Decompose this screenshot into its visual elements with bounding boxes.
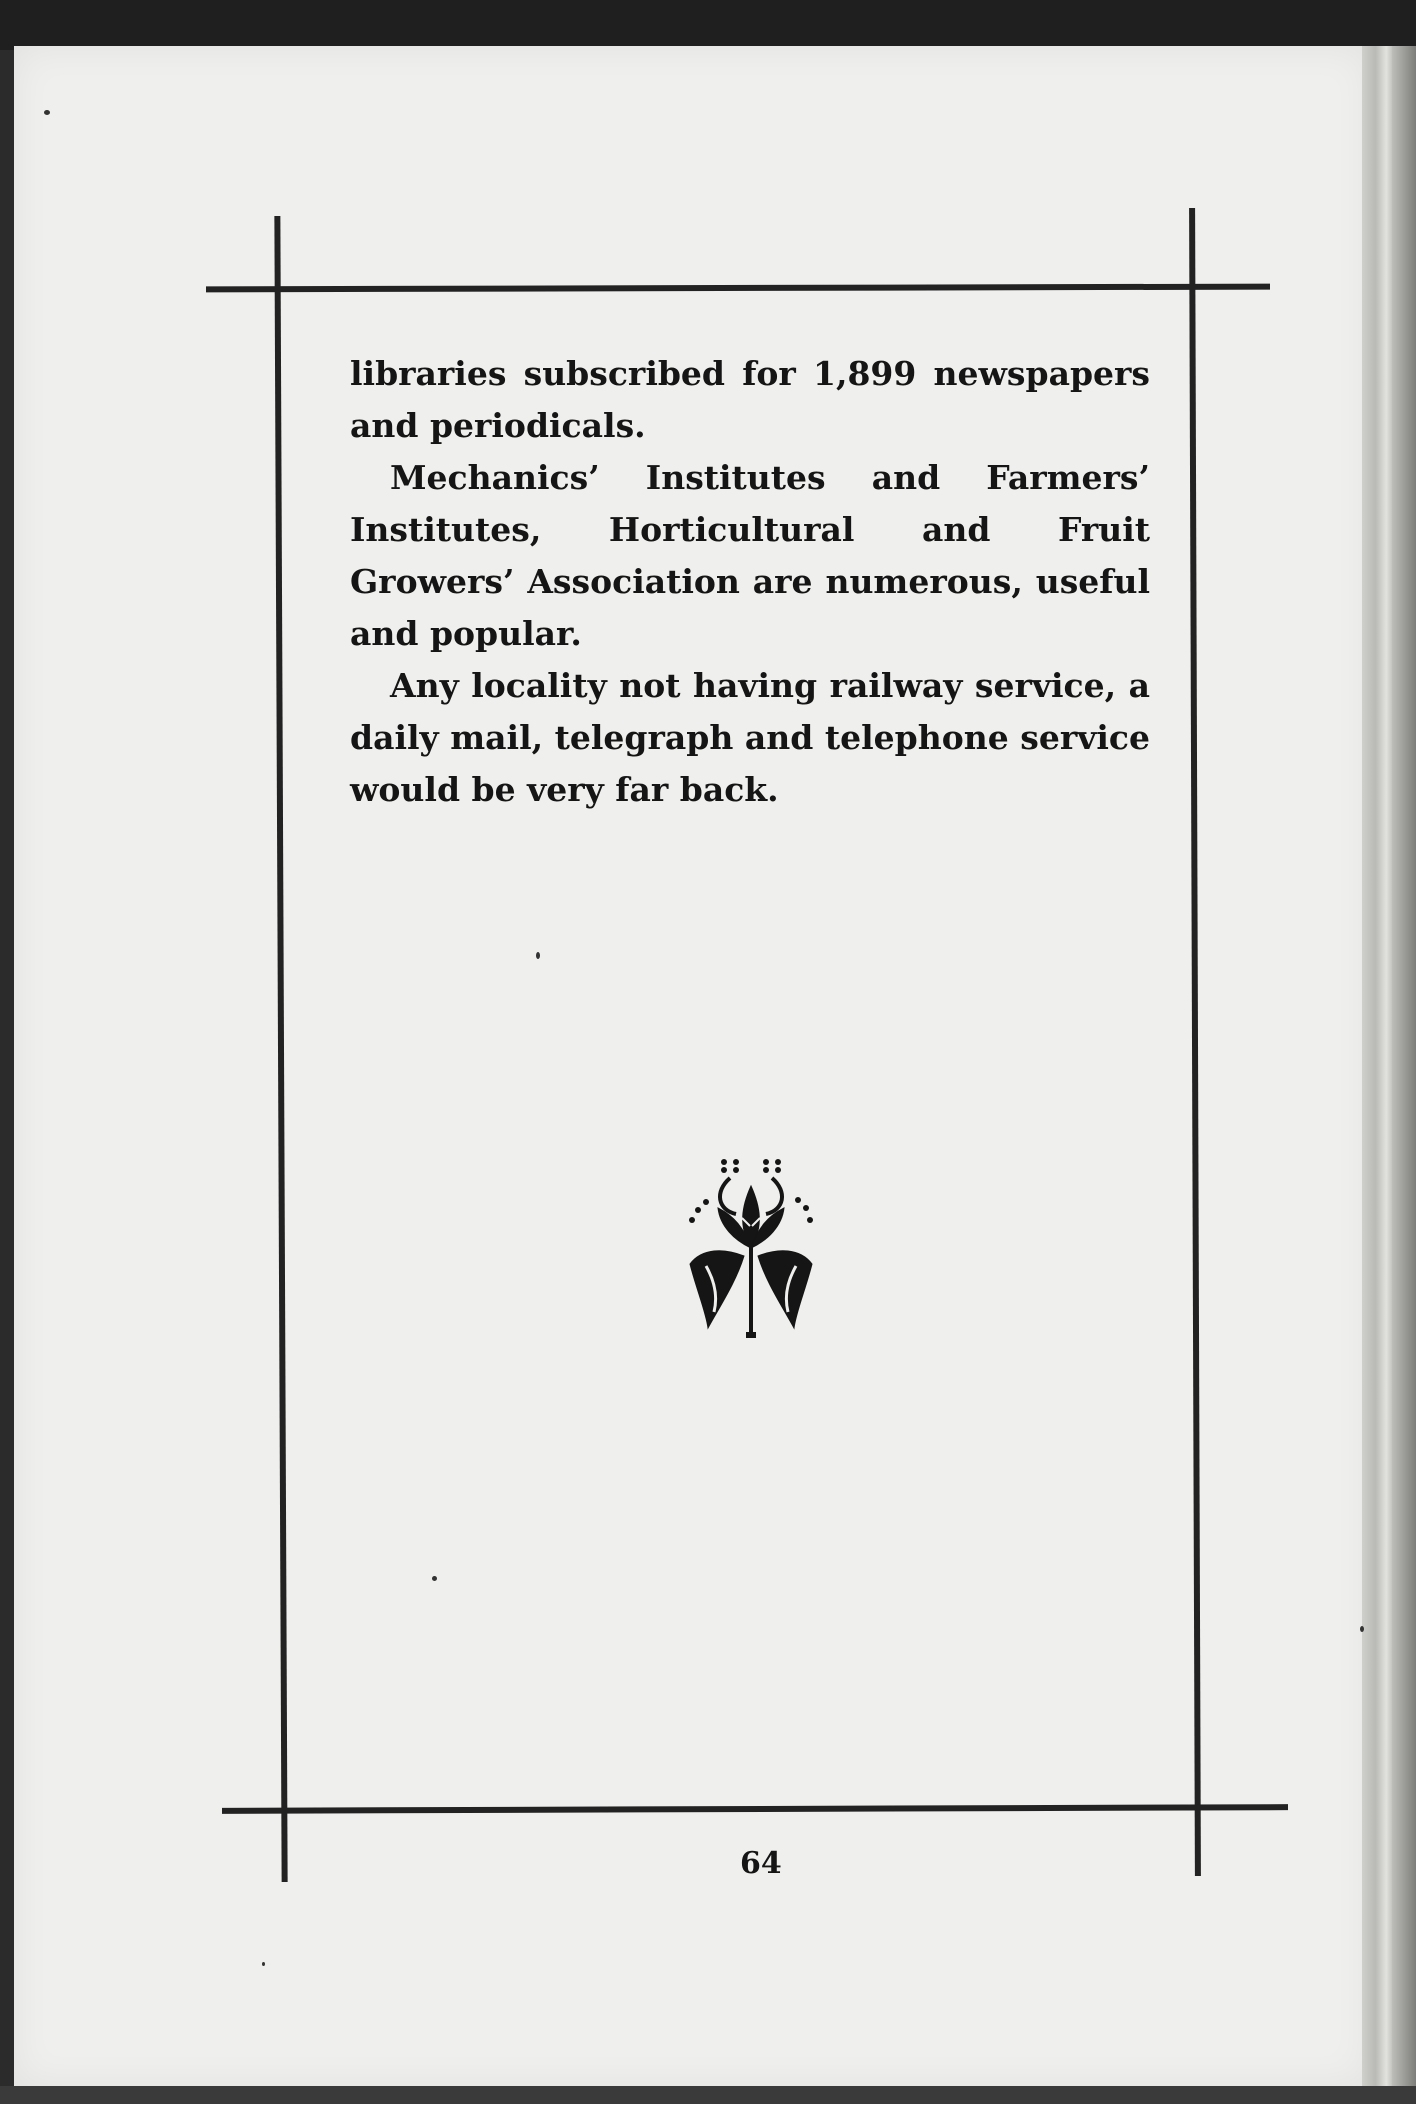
- scan-top-shadow: [0, 0, 1416, 50]
- book-spine-shadow: [1392, 46, 1416, 2104]
- scan-speck: [262, 1962, 265, 1966]
- paragraph-1: libraries subscribed for 1,899 newspapers and periodicals.: [350, 354, 1150, 445]
- scan-speck: [432, 1576, 437, 1581]
- scan-speck: [536, 952, 540, 959]
- paragraph-3: Any locality not having railway service, a daily mail, telegraph and telephone service would be very far back.: [350, 666, 1150, 809]
- body-text: [350, 348, 1150, 816]
- fleuron-lily-icon: [684, 1156, 824, 1342]
- paragraph-2: Mechanics’ Institutes and Farmers’ Institutes, Horticultural and Fruit Growers’ Association are numerous, useful and popular.: [350, 458, 1150, 653]
- scan-bottom-shadow: [0, 2086, 1416, 2104]
- scan-speck: [44, 110, 50, 115]
- scan-speck: [1360, 1626, 1364, 1632]
- page-number: 64: [740, 1846, 782, 1881]
